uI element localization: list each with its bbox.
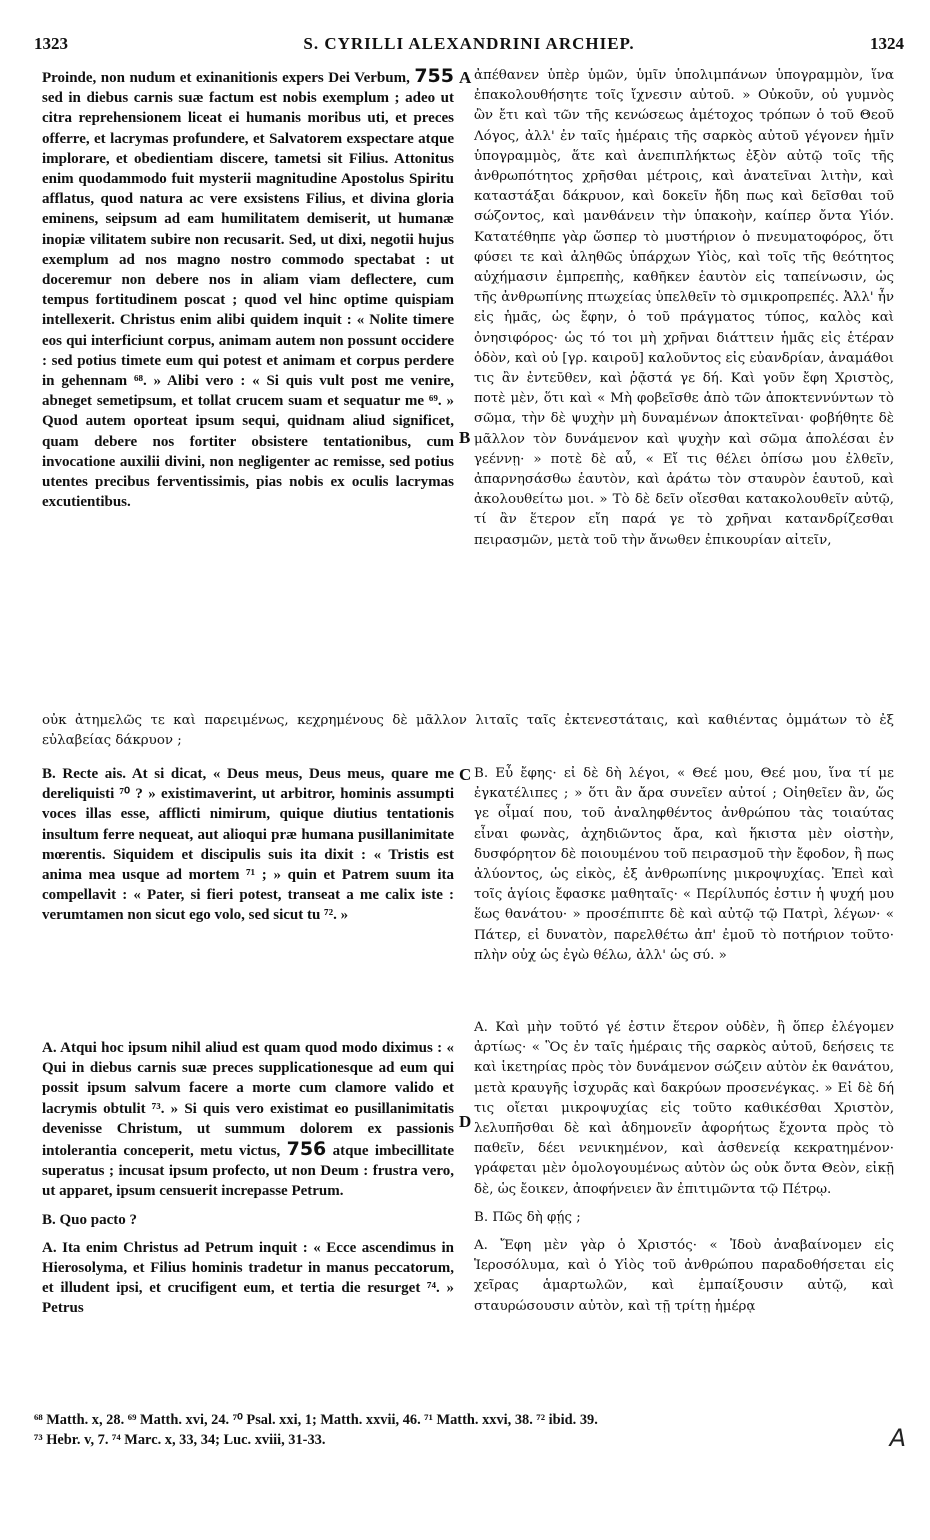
page-number-left: 1323 [34,34,68,53]
margin-letter-c: C [459,765,472,784]
latin-column-3 [42,1038,454,1319]
column-number: 756 [286,1138,327,1161]
greek-full-width-line [42,711,894,751]
latin-paragraph-3 [42,1038,454,1202]
greek-paragraph-3: Α. Καὶ μὴν τοῦτό γέ ἐστιν ἕτερον οὐδὲν, ἢ ὅπερ ἐλέγομεν ἀρτίως· « Ὃς ἐν ταῖς ἡμέραις τῆς σαρκὸς αὐτοῦ, δεήσεις τε καὶ ἱκετηρίας πρὸς τὸν δυνάμενον σώζειν αὐτὸν ἐκ θανάτου, μετὰ κραυγῆς ἰσχυρᾶς καὶ δακρύων προσενέγκας. » Εἰ δὲ δή τις οἴεται μικροψυχίας εἰς τοῦτο καθικέσθαι Χριστὸν, λελυπῆσθαι δὲ καὶ ἀδημονεῖν ἀφορήτως ἔχοντα πρὸς τὸ παθεῖν, δέει νενικημένον, καὶ ἀσθενείᾳ κεκρατημένον· γράφεται μὲν ὁμολογουμένως αὐτὸν ὡς οὐκ ὄντα Θεὸν, εἰκῇ δὲ, ὡς ἔοικεν, ἀποφήνειεν ἂν ἐπιτιμῶντα τῷ Πέτρῳ. [474,1020,894,1197]
latin-paragraph-4: B. Quo pacto ? [42,1211,138,1228]
latin-text: A. Atqui hoc ipsum nihil aliud est quam quod modo diximus : « Qui in diebus carnis suæ preces supplicationesque ad eum qui possit ipsum salvum facere a morte cum clamore valido et lacrymis obtulit ⁷³. » Si quis vero existimat eo pusillanimitatis devenisse Christum, ut summum dolorem ex passionis intolerantia conceperit, metu victus, [42,1040,454,1160]
greek-paragraph-4: Β. Πῶς δὴ φῄς ; [474,1209,581,1225]
greek-paragraph-5: Α. Ἔφη μὲν γὰρ ὁ Χριστός· « Ἰδοὺ ἀναβαίνομεν εἰς Ἱεροσόλυμα, καὶ ὁ Υἱὸς τοῦ ἀνθρώπου παραδοθήσεται εἰς χεῖρας ἁμαρτωλῶν, καὶ ἐμπαίξουσιν αὐτῷ, καὶ σταυρώσουσιν αὐτὸν, καὶ τῇ τρίτῃ ἡμέρᾳ [474,1238,894,1314]
running-title: S. CYRILLI ALEXANDRINI ARCHIEP. [303,34,635,53]
footnote-line: ⁶⁸ Matth. x, 28. ⁶⁹ Matth. xvi, 24. ⁷⁰ Psal. xxi, 1; Matth. xxvii, 46. ⁷¹ Matth. xxvi, 38. ⁷² ibid. 39. [34,1412,598,1428]
greek-column-1 [474,66,894,551]
greek-paragraph-1: ἀπέθανεν ὑπὲρ ὑμῶν, ὑμῖν ὑπολιμπάνων ὑπογραμμὸν, ἵνα ἐπακολουθήσητε τοῖς ἴχνεσιν αὐτοῦ. » Οὐκοῦν, οὐ γυμνὸς ὢν ἔτι καὶ τῶν τῆς κενώσεως ἀμέτοχος τρόπων ὁ τοῦ Θεοῦ Λόγος, ἀλλ' ἐν ταῖς ἡμέραις τῆς σαρκὸς αὐτοῦ γέγονεν ἡμῖν ὑπογραμμὸς, ἅτε καὶ ἀνεπιπλήκτως ἐξὸν αὐτῷ τοῖς τῆς ἀνθρωπότητος χρῆσθαι μέτροις, καὶ ἀνατεῖναι λιτὴν, καὶ καταστάξαι δάκρυον, καὶ δοκεῖν ἤδη πως καὶ δεῖσθαι τοῦ σώζοντος, καὶ μανθάνειν τὴν ὑπακοὴν, καίπερ ὄντα Υἱόν. Κατατέθηπε γὰρ ὥσπερ τὸ μυστήριον ὁ πνευματοφόρος, ὅτι φύσει τε καὶ ἀληθῶς ὑπάρχων Υἱὸς, καὶ τοῖς τῆς θεότητος αὐχήμασιν ἐμπρεπὴς, καθῆκεν ἑαυτὸν εἰς ταπείνωσιν, ὡς τῆς ἀνθρωπίνης πτωχείας ὑπελθεῖν τὸ σμικροπρεπές. Ἀλλ' ἦν εἰς ἡμᾶς, ὡς ἔφην, ὁ τοῦ πράγματος τύπος, καλὸς καὶ ὀνησιφόρος· ὡς τό τοι μὴ χρῆναι διάττειν ἡμᾶς εἰς ἑτέραν ὁδὸν, καὶ οὐ [γρ. καιροῦ] καλοῦντος εἰς εὐανδρίαν, ἀναμάθοι τις ἂν ἐντεῦθεν, καὶ ῥᾷστά γε δή. Καὶ γοῦν ἔφη Χριστὸς, ποτὲ μὲν, ὅτι καὶ « Μὴ φοβεῖσθε ἀπὸ τῶν ἀποκτεννύντων τὸ σῶμα, τὴν δὲ ψυχὴν μὴ δυναμένων ἀποκτεῖναι· φοβήθητε δὲ μᾶλλον τὸν δυνάμενον καὶ ψυχὴν καὶ σῶμα ἀπολέσαι ἐν γεέννῃ· » ποτὲ δὲ αὖ, « Εἴ τις θέλει ὀπίσω μου ἐλθεῖν, ἀπαρνησάσθω ἑαυτὸν, καὶ ἀράτω τὸν σταυρὸν ἑαυτοῦ, καὶ ἀκολουθείτω μοι. » Τὸ δὲ δεῖν οἴεσθαι κατακολουθεῖν αὐτῷ, τί ἂν ἕτερον εἴη παρά γε τὸ χρῆναι κατανδρίζεσθαι πειρασμῶν, μετὰ τοῦ τὴν ἄνωθεν ἐπικουρίαν αἰτεῖν, [474,68,894,548]
footnotes [34,1410,904,1450]
latin-text: sed in diebus carnis suæ factum est nobis exemplum ; adeo ut citra reprehensionem liceat ei humanis moribus uti, et preces offerre, et lacrymas profundere, et Salvatorem exspectare atque implorare, et obedientiam discere, tametsi sit Filius. Attonitus enim quodammodo fuit mysterii magnitudine Apostolus Spiritu afflatus, quod natura ac vere exsistens Filius, et divina gloria eminens, seipsum ad eam humilitatem demiserit, ut humanæ inopiæ vilitatem subire non recusarit. Sed, ut dixi, negotii hujus exemplum ad nos magno nostro commodo spectabat : ut doceremur non debere nos in aliam viam deflectere, cum tempus fortitudinem poscat ; quod vel hinc optime quispiam intellexerit. Christus enim alibi quidem inquit : « Nolite timere eos qui interficiunt corpus, animam autem non possunt occidere : sed potius timete eum qui potest et animam et corpus perdere in gehennam ⁶⁸. » Alibi vero : « Si quis vult post me venire, abneget semetipsum, et tollat crucem suam et sequatur me ⁶⁹. » Quod autem oporteat ipsum sequi, quidnam aliud significet, quam debere nos fortiter obsistere tentationibus, cum invocatione auxilii divini, non negligenter ac remisse, sed potius utentes precibus ferventissimis, pias nobis ex oculis lacrymas excutientibus. [42,90,454,511]
greek-paragraph-1-tail: οὐκ ἀτημελῶς τε καὶ παρειμένως, κεχρημένους δὲ μᾶλλον λιταῖς ταῖς ἐκτενεστάταις, καὶ καθιέντας ὀμμάτων τὸ ἐξ εὐλαβείας δάκρυον ; [42,713,894,749]
margin-letter-d: D [459,1112,472,1131]
column-number: 755 [414,65,454,87]
greek-column-3 [474,1018,894,1317]
latin-column-1 [42,66,454,512]
latin-paragraph-1 [42,66,454,512]
running-header [34,34,904,56]
latin-paragraph-2: B. Recte ais. At si dicat, « Deus meus, Deus meus, quare me dereliquisti ⁷⁰ ? » existimaverint, ut arbitror, hominis assumpti voces illas esse, afflicti nimirum, quique diutius tentationis insultum ferre nequeat, aut alioqui præ humana pusillanimitate mœrentis. Siquidem et discipulis suis ita dixit : « Tristis est anima mea usque ad mortem ⁷¹ ; » quin et Patrem suum ita compellavit : « Pater, si fieri potest, transeat a me calix iste : verumtamen non sicut ego volo, sed sicut tu ⁷². » [42,766,454,924]
page-number-right: 1324 [870,34,904,53]
margin-letter-a: A [459,68,472,87]
margin-letter-b: B [459,428,471,447]
greek-paragraph-2: Β. Εὖ ἔφης· εἰ δὲ δὴ λέγοι, « Θεέ μου, Θεέ μου, ἵνα τί με ἐγκατέλιπες ; » ὅτι ἂν ἄρα συνεῖεν αὐτοί ; Οἰηθεῖεν ἂν, ὥς γε οἶμαί που, τοῦ ἀναληφθέντος ἀνθρώπου τὰς τοιαύτας εἶναι φωνὰς, ἀχηδιῶντος ἄρα, καὶ ἥκιστα μὲν οἰστὴν, δυσφόρητον δὲ ποιουμένου τοῦ πειρασμοῦ τὴν ἔφοδον, ἢ πως ἀλύοντος, ὡς εἰκὸς, ἐξ ἀνθρωπίνης μικροψυχίας. Ἐπεὶ καὶ τοῖς ἁγίοις ἔφασκε μαθηταῖς· « Περίλυπός ἐστιν ἡ ψυχή μου ἕως θανάτου· » προσέπιπτε δὲ καὶ αὐτῷ τῷ Πατρὶ, λέγων· « Πάτερ, εἰ δυνατὸν, παρελθέτω ἀπ' ἐμοῦ τὸ ποτήριον τοῦτο· πλὴν οὐχ ὡς ἐγὼ θέλω, ἀλλ' ὡς σύ. » [474,766,894,963]
latin-text: Proinde, non nudum et exinanitionis expers Dei Verbum, [42,70,410,86]
footnote-line: ⁷³ Hebr. v, 7. ⁷⁴ Marc. x, 33, 34; Luc. xviii, 31-33. [34,1432,326,1448]
latin-column-2 [42,764,454,926]
latin-text: atque imbecillitate superatus ; incusat ipsum profecto, ut non Deum : frustra vero, ut apparet, ipsum censuerit increpasse Petrum. [42,1143,455,1200]
greek-column-2 [474,764,894,966]
latin-paragraph-5: A. Ita enim Christus ad Petrum inquit : « Ecce ascendimus in Hierosolyma, et Filius hominis tradetur in manus peccatorum, et illudent ipsi, et crucifigent eum, et tertia die resurget ⁷⁴. » Petrus [42,1239,454,1317]
handwritten-mark: A [889,1424,906,1452]
